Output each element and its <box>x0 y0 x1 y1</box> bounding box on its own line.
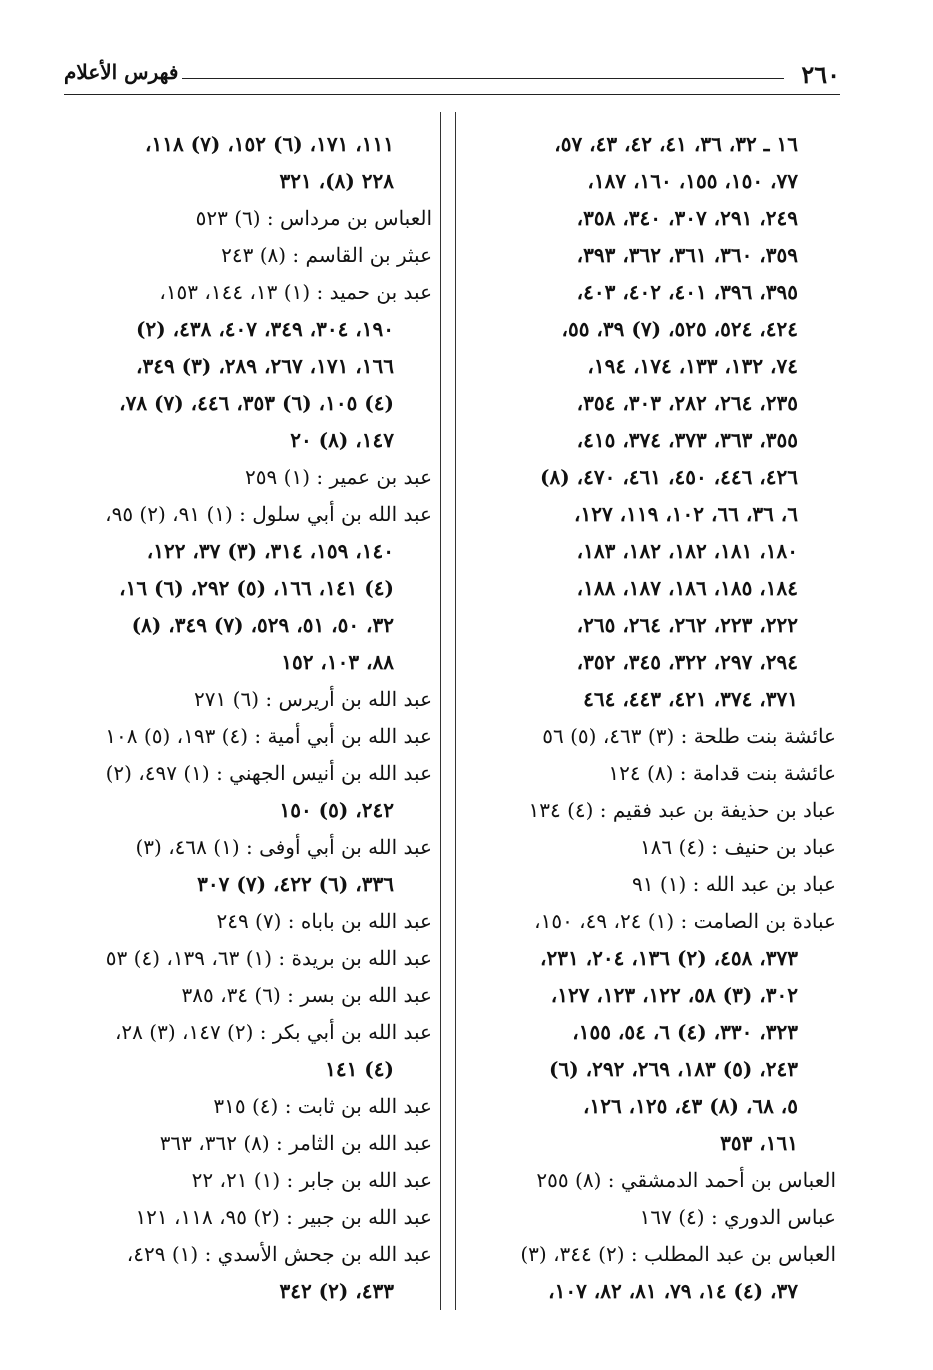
index-entry-continuation: ٣٢٣، ٣٣٠، (٤) ٦، ٥٤، ١٥٥، <box>572 1020 798 1044</box>
index-entry-continuation: ١١١، ١٧١، (٦) ١٥٢، (٧) ١١٨، <box>145 132 394 156</box>
index-entry-continuation: ١٨٠، ١٨١، ١٨٢، ١٨٢، ١٨٣، <box>576 539 798 563</box>
index-entry-continuation: ٣٧٣، ٤٥٨، (٢) ١٣٦، ٢٠٤، ٢٣١، <box>540 946 798 970</box>
index-column-right <box>468 126 836 1310</box>
index-entry-continuation: ٢٢٢، ٢٢٣، ٢٦٢، ٢٦٤، ٢٦٥، <box>576 613 798 637</box>
index-entry: العباس بن عبد المطلب : (٢) ٣٤٤، (٣) <box>520 1242 836 1266</box>
index-entry: عبثر بن القاسم : (٨) ٢٤٣ <box>221 243 432 267</box>
index-entry-continuation: ٢٤٢، (٥) ١٥٠ <box>279 798 394 822</box>
index-entry-continuation: ٧٧، ١٥٠، ١٥٥، ١٦٠، ١٨٧، <box>587 169 798 193</box>
index-entry-continuation: (٤) ١٤١، ١٦٦، (٥) ٢٩٢، (٦) ١٦، <box>119 576 394 600</box>
index-entry: عائشة بنت طلحة : (٣) ٤٦٣، (٥) ٥٦ <box>542 724 836 748</box>
index-entry-continuation: ٤٢٦، ٤٤٦، ٤٥٠، ٤٦١، ٤٧٠، (٨) <box>540 465 798 489</box>
index-entry: عبد الله بن أبي سلول : (١) ٩١، (٢) ٩٥، <box>105 502 432 526</box>
index-entry-continuation: ٢٩٤، ٢٩٧، ٣٢٢، ٣٤٥، ٣٥٢، <box>576 650 798 674</box>
index-entry-continuation: ٣٧١، ٣٧٤، ٤٢١، ٤٤٣، ٤٦٤ <box>583 687 798 711</box>
index-entry: عبد الله بن بسر : (٦) ٣٤، ٣٨٥ <box>181 983 432 1007</box>
index-entry-continuation: ١٩٠، ٣٠٤، ٣٤٩، ٤٠٧، ٤٣٨، (٢) <box>136 317 394 341</box>
index-entry: عبد الله بن جابر : (١) ٢١، ٢٢ <box>191 1168 432 1192</box>
index-column-left <box>64 126 432 1310</box>
index-entry: عبادة بن الصامت : (١) ٢٤، ٤٩، ١٥٠، <box>534 909 836 933</box>
index-entry-continuation: ١٤٠، ١٥٩، ٣١٤، (٣) ٣٧، ١٢٢، <box>146 539 394 563</box>
index-entry: عباد بن حذيفة بن عبد فقيم : (٤) ١٣٤ <box>528 798 836 822</box>
index-entry-continuation: ٣٥٥، ٣٦٣، ٣٧٣، ٣٧٤، ٤١٥، <box>576 428 798 452</box>
index-entry-continuation: ١٦١، ٣٥٣ <box>720 1131 798 1155</box>
index-entry: عبد الله بن أنيس الجهني : (١) ٤٩٧، (٢) <box>105 761 432 785</box>
index-entry: عبد الله بن باباه : (٧) ٢٤٩ <box>216 909 432 933</box>
index-entry-continuation: ٣٥٩، ٣٦٠، ٣٦١، ٣٦٢، ٣٩٣، <box>576 243 798 267</box>
index-entry-continuation: (٤) ١٠٥، (٦) ٣٥٣، ٤٤٦، (٧) ٧٨، <box>119 391 394 415</box>
index-entry-continuation: ١٦ ـ ٣٢، ٣٦، ٤١، ٤٢، ٤٣، ٥٧، <box>554 132 798 156</box>
index-entry-continuation: ٣٠٢، (٣) ٥٨، ١٢٢، ١٢٣، ١٢٧، <box>550 983 798 1007</box>
index-entry: عبد الله بن الثامر : (٨) ٣٦٢، ٣٦٣ <box>159 1131 432 1155</box>
index-entry: عبد بن حميد : (١) ١٣، ١٤٤، ١٥٣، <box>159 280 432 304</box>
index-entry-continuation: ٢٣٥، ٢٦٤، ٢٨٢، ٣٠٣، ٣٥٤، <box>576 391 798 415</box>
index-entry-continuation: ٢٤٩، ٢٩١، ٣٠٧، ٣٤٠، ٣٥٨، <box>576 206 798 230</box>
running-title: فهرس الأعلام <box>64 60 179 84</box>
index-entry: عباد بن حنيف : (٤) ١٨٦ <box>639 835 836 859</box>
index-entry: عبد الله بن جبير : (٢) ٩٥، ١١٨، ١٢١ <box>135 1205 432 1229</box>
index-entry-continuation: ٣٢، ٥٠، ٥١، ٥٢٩، (٧) ٣٤٩، (٨) <box>131 613 394 637</box>
column-divider <box>455 112 456 1310</box>
index-entry: عبد الله بن ثابت : (٤) ٣١٥ <box>213 1094 432 1118</box>
index-entry-continuation: ٤٣٣، (٢) ٣٤٢ <box>279 1279 394 1303</box>
page-number: ٢٦٠ <box>801 60 840 89</box>
index-entry: عبد الله بن أبي بكر : (٢) ١٤٧، (٣) ٢٨، <box>114 1020 432 1044</box>
index-entry: عائشة بنت قدامة : (٨) ١٢٤ <box>608 761 836 785</box>
index-entry: عبد الله بن أبي أمية : (٤) ١٩٣، (٥) ١٠٨ <box>105 724 432 748</box>
index-entry-continuation: ١٤٧، (٨) ٢٠ <box>290 428 394 452</box>
index-entry-continuation: ١٨٤، ١٨٥، ١٨٦، ١٨٧، ١٨٨، <box>576 576 798 600</box>
index-entry-continuation: ٨٨، ١٠٣، ١٥٢ <box>281 650 394 674</box>
index-entry: عبد الله بن أبي أوفى : (١) ٤٦٨، (٣) <box>135 835 432 859</box>
index-entry-continuation: ٣٣٦، (٦) ٤٢٢، (٧) ٣٠٧ <box>197 872 394 896</box>
index-entry-continuation: ٤٢٤، ٥٢٤، ٥٢٥، (٧) ٣٩، ٥٥، <box>561 317 798 341</box>
index-entry: عبد الله بن جحش الأسدي : (١) ٤٢٩، <box>126 1242 432 1266</box>
index-entry-continuation: ٢٤٣، (٥) ١٨٣، ٢٦٩، ٢٩٢، (٦) <box>549 1057 798 1081</box>
index-entry-continuation: ٥، ٦٨، (٨) ٤٣، ١٢٥، ١٢٦، <box>583 1094 798 1118</box>
index-entry: العباس بن مرداس : (٦) ٥٢٣ <box>195 206 432 230</box>
page-header <box>64 58 840 98</box>
header-underline <box>64 94 840 95</box>
index-entry-continuation: ٣٧، (٤) ١٤، ٧٩، ٨١، ٨٢، ١٠٧، <box>548 1279 798 1303</box>
column-divider <box>440 112 441 1310</box>
index-entry: عبد الله بن بريدة : (١) ٦٣، ١٣٩، (٤) ٥٣ <box>105 946 432 970</box>
index-entry: عباد بن عبد الله : (١) ٩١ <box>632 872 836 896</box>
index-entry-continuation: (٤) ١٤١ <box>325 1057 394 1081</box>
index-entry: عبد بن عمير : (١) ٢٥٩ <box>245 465 432 489</box>
index-entry: عباس الدوري : (٤) ١٦٧ <box>639 1205 836 1229</box>
index-entry: العباس بن أحمد الدمشقي : (٨) ٢٥٥ <box>536 1168 836 1192</box>
index-entry: عبد الله بن أريرس : (٦) ٢٧١ <box>194 687 432 711</box>
index-entry-continuation: ١٦٦، ١٧١، ٢٦٧، ٢٨٩، (٣) ٣٤٩، <box>136 354 394 378</box>
header-rule <box>182 78 784 79</box>
index-entry-continuation: ٣٩٥، ٣٩٦، ٤٠١، ٤٠٢، ٤٠٣، <box>576 280 798 304</box>
index-entry-continuation: ٢٢٨ (٨)، ٣٢١ <box>279 169 394 193</box>
index-entry-continuation: ٧٤، ١٣٢، ١٣٣، ١٧٤، ١٩٤، <box>587 354 798 378</box>
index-entry-continuation: ٦، ٣٦، ٦٦، ١٠٢، ١١٩، ١٢٧، <box>574 502 798 526</box>
